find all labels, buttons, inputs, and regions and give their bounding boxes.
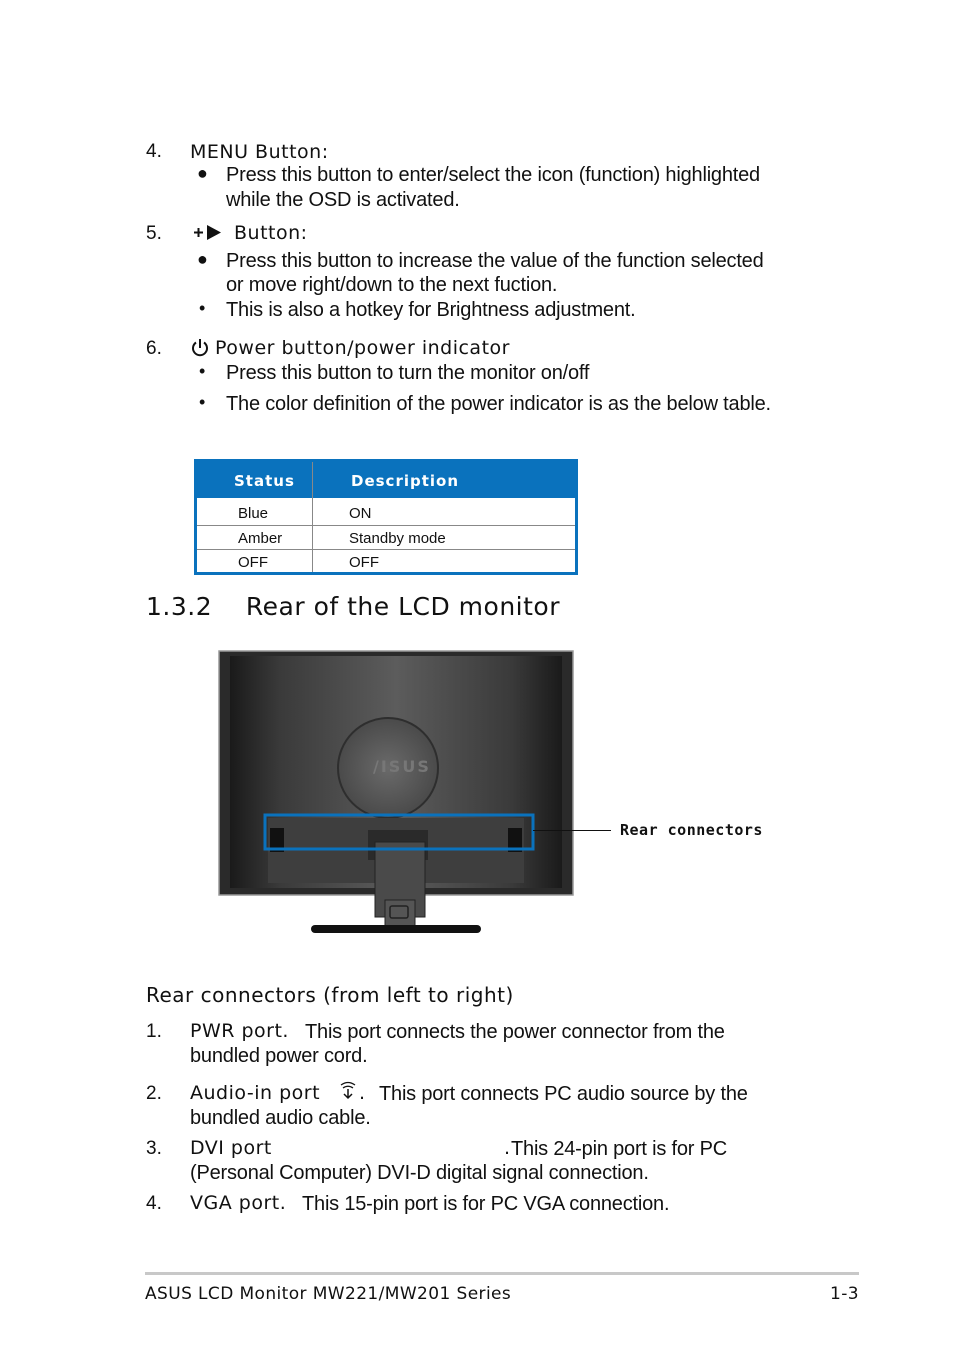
dvi-port-label: DVI port bbox=[190, 1137, 272, 1159]
bullet-dot: • bbox=[199, 298, 206, 318]
item-number: 3. bbox=[146, 1138, 162, 1159]
footer-rule bbox=[145, 1272, 859, 1275]
brand-logo: /ISUS bbox=[373, 757, 431, 776]
bullet-dot: ● bbox=[197, 249, 208, 269]
audio-in-port-label: Audio-in port bbox=[190, 1082, 321, 1104]
audio-in-dot: . bbox=[359, 1082, 366, 1104]
table-row bbox=[197, 549, 575, 573]
item-number: 4. bbox=[146, 141, 162, 162]
audio-in-desc-cont: bundled audio cable. bbox=[190, 1107, 371, 1129]
header-description: Description bbox=[351, 472, 460, 490]
header-status: Status bbox=[234, 472, 295, 490]
bullet-text: Press this button to increase the value of the function selected bbox=[226, 250, 764, 272]
page-number: 1-3 bbox=[830, 1284, 859, 1304]
table-header bbox=[197, 462, 575, 498]
pwr-port-desc: This port connects the power connector from the bbox=[305, 1021, 725, 1043]
bullet-dot: ● bbox=[197, 163, 208, 183]
table-row bbox=[197, 501, 575, 525]
audio-in-desc: This port connects PC audio source by the bbox=[379, 1083, 748, 1105]
menu-button-heading: MENU Button: bbox=[190, 141, 329, 163]
pwr-port-label: PWR port. bbox=[190, 1020, 289, 1042]
plus-right-arrow-icon bbox=[192, 224, 230, 247]
cell-description: ON bbox=[349, 505, 372, 522]
cell-status: OFF bbox=[238, 554, 268, 571]
bullet-dot: • bbox=[199, 392, 206, 412]
dvi-port-desc-cont: (Personal Computer) DVI-D digital signal connection. bbox=[190, 1162, 649, 1184]
callout-line bbox=[533, 830, 611, 831]
plus-button-heading: Button: bbox=[234, 222, 308, 244]
vga-port-desc: This 15-pin port is for PC VGA connection. bbox=[302, 1193, 670, 1215]
bullet-text: The color definition of the power indicator is as the below table. bbox=[226, 393, 771, 415]
connectors-heading: Rear connectors (from left to right) bbox=[146, 983, 514, 1007]
vga-port-label: VGA port. bbox=[190, 1192, 287, 1214]
section-title: 1.3.2 Rear of the LCD monitor bbox=[146, 592, 560, 621]
power-icon bbox=[190, 338, 210, 363]
item-number: 5. bbox=[146, 223, 162, 244]
cell-status: Blue bbox=[238, 505, 269, 522]
bullet-dot: • bbox=[199, 361, 206, 381]
bullet-text-cont: or move right/down to the next fuction. bbox=[226, 274, 558, 296]
dvi-port-dot: . bbox=[504, 1137, 511, 1159]
table-row bbox=[197, 525, 575, 549]
rear-connectors-callout: Rear connectors bbox=[620, 821, 763, 839]
audio-in-icon bbox=[338, 1080, 358, 1107]
item-number: 6. bbox=[146, 338, 162, 359]
bullet-text: Press this button to enter/select the icon (function) highlighted bbox=[226, 164, 760, 186]
cell-description: Standby mode bbox=[349, 530, 446, 547]
bullet-text: This is also a hotkey for Brightness adjustment. bbox=[226, 299, 636, 321]
item-number: 1. bbox=[146, 1021, 162, 1042]
bullet-text: Press this button to turn the monitor on/off bbox=[226, 362, 590, 384]
item-number: 2. bbox=[146, 1083, 162, 1104]
dvi-port-desc: This 24-pin port is for PC bbox=[511, 1138, 727, 1160]
monitor-rear-figure bbox=[218, 650, 578, 945]
footer-title: ASUS LCD Monitor MW221/MW201 Series bbox=[145, 1284, 512, 1304]
cell-status: Amber bbox=[238, 530, 283, 547]
power-indicator-table bbox=[194, 459, 578, 575]
item-number: 4. bbox=[146, 1193, 162, 1214]
pwr-port-desc-cont: bundled power cord. bbox=[190, 1045, 368, 1067]
bullet-text-cont: while the OSD is activated. bbox=[226, 189, 460, 211]
cell-description: OFF bbox=[349, 554, 379, 571]
power-button-heading: Power button/power indicator bbox=[215, 337, 510, 359]
column-divider bbox=[312, 462, 313, 572]
